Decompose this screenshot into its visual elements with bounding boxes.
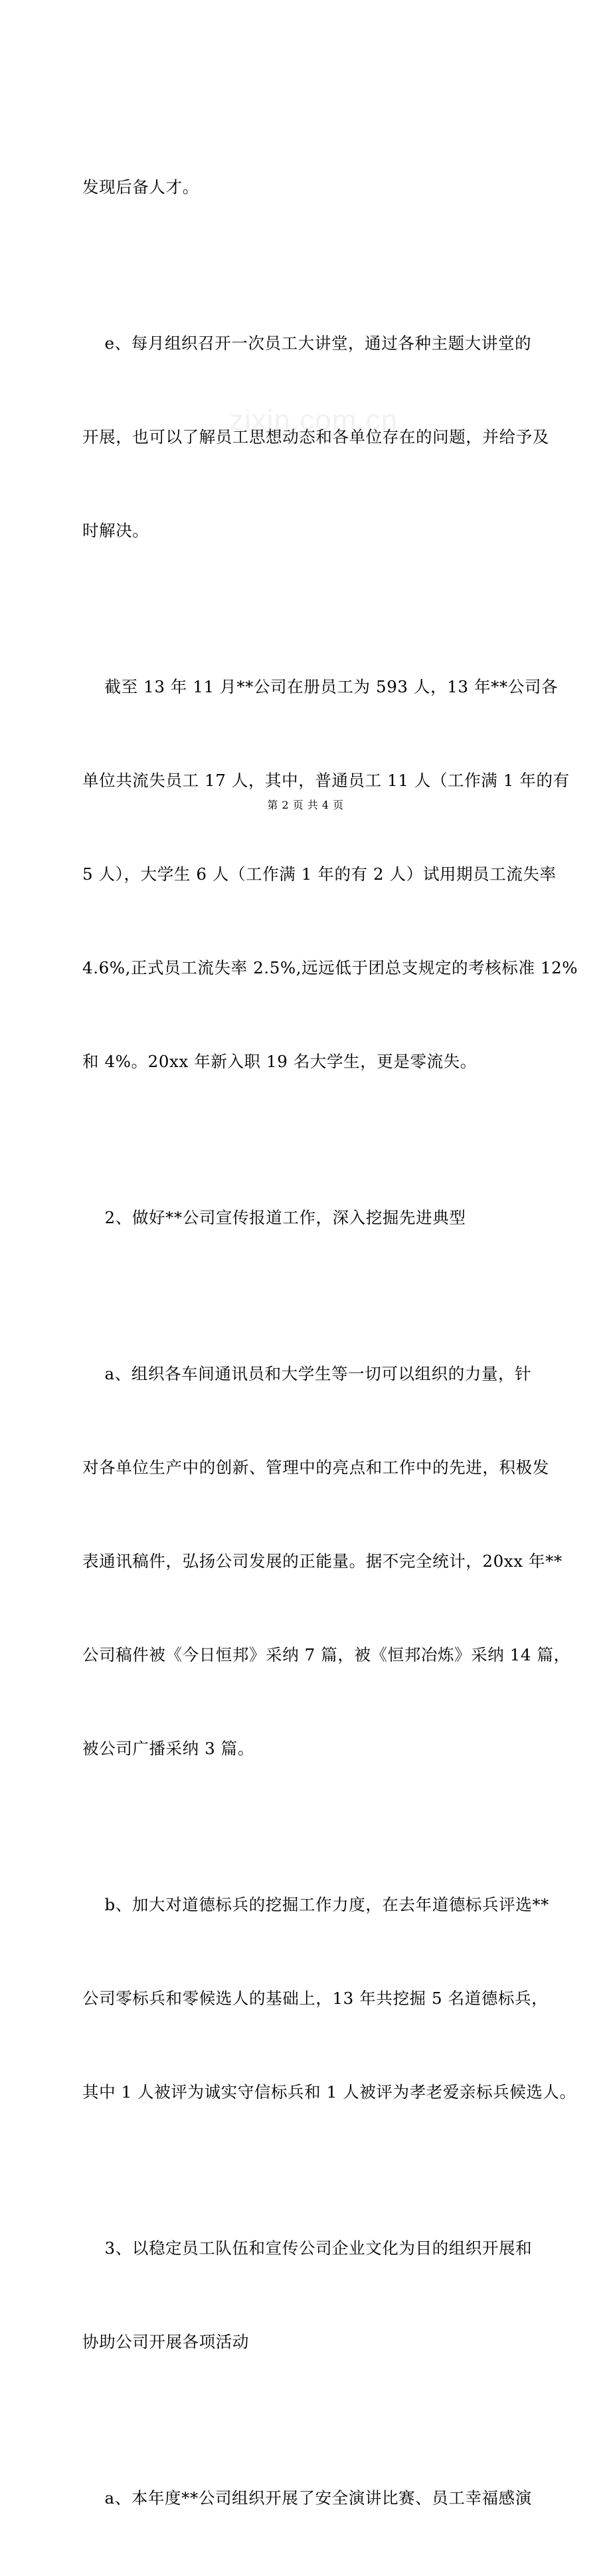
text-line: e、每月组织召开一次员工大讲堂，通过各种主题大讲堂的: [82, 334, 532, 353]
text-line: 公司零标兵和零候选人的基础上，13 年共挖掘 5 名道德标兵，: [82, 1989, 549, 2008]
text-line: 时解决。: [82, 521, 149, 540]
document-body: [82, 109, 578, 2576]
text-line: a、本年度**公司组织开展了安全演讲比赛、员工幸福感演: [82, 2488, 532, 2508]
watermark: zixin.com.cn: [229, 404, 398, 437]
paragraph-p4: [82, 1139, 531, 1296]
paragraph-p6: [82, 1827, 576, 2170]
page-number-label: 第 2 页 共 4 页: [267, 799, 344, 811]
text-line: 协助公司开展各项活动: [82, 2332, 249, 2351]
text-line: 被公司广播采纳 3 篇。: [82, 1739, 254, 1758]
text-line: 公司稿件被《今日恒邦》采纳 7 篇，被《恒邦冶炼》采纳 14 篇，: [82, 1645, 570, 1664]
text-line: 发现后备人才。: [82, 177, 199, 197]
paragraph-p1: [82, 109, 531, 265]
text-line: b、加大对道德标兵的挖掘工作力度，在去年道德标兵评选**: [82, 1895, 550, 1914]
text-line: 其中 1 人被评为诚实守信标兵和 1 人被评为孝老爱亲标兵候选人。: [82, 2082, 576, 2102]
paragraph-p3: [82, 609, 578, 1139]
text-line: 4.6%,正式员工流失率 2.5%,远远低于团总支规定的考核标准 12%: [82, 958, 578, 977]
page-footer: [0, 797, 611, 813]
paragraph-p7: [82, 2170, 531, 2420]
text-line: 表通讯稿件，弘扬公司发展的正能量。据不完全统计，20xx 年**: [82, 1551, 563, 1571]
text-line: 3、以稳定员工队伍和宣传公司企业文化为目的组织开展和: [82, 2238, 533, 2258]
text-line: a、组织各车间通讯员和大学生等一切可以组织的力量，针: [82, 1364, 532, 1383]
text-line: 对各单位生产中的创新、管理中的亮点和工作中的先进，积极发: [82, 1458, 549, 1477]
text-line: 开展，也可以了解员工思想动态和各单位存在的问题，并给予及: [82, 427, 549, 446]
paragraph-p2: [82, 265, 549, 609]
text-line: 2、做好**公司宣传报道工作，深入挖掘先进典型: [82, 1208, 466, 1227]
text-line: 和 4%。20xx 年新入职 19 名大学生，更是零流失。: [82, 1052, 477, 1071]
text-line: 截至 13 年 11 月**公司在册员工为 593 人，13 年**公司各: [82, 677, 559, 696]
paragraph-p5: [82, 1296, 570, 1827]
text-line: 5 人），大学生 6 人（工作满 1 年的有 2 人）试用期员工流失率: [82, 864, 557, 884]
paragraph-p8: [82, 2420, 531, 2576]
text-line: 单位共流失员工 17 人，其中，普通员工 11 人（工作满 1 年的有: [82, 771, 570, 790]
